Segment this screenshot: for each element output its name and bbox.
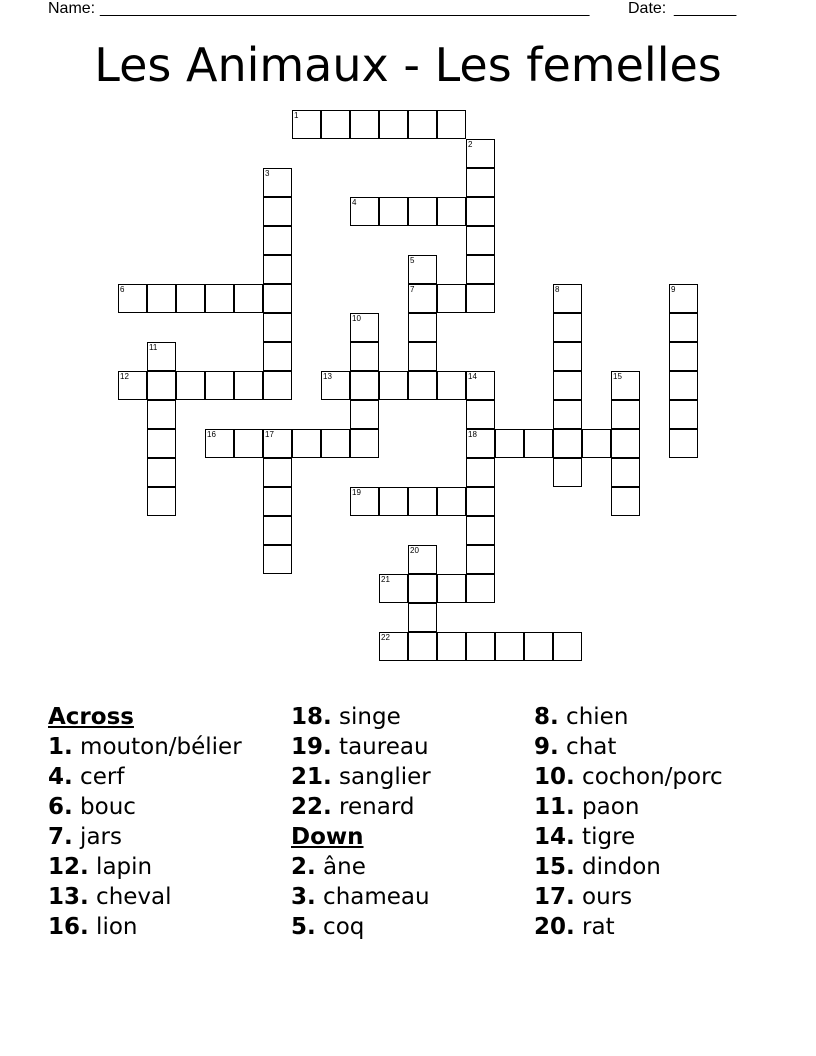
crossword-cell[interactable] — [263, 458, 292, 487]
clue-number: 6 — [120, 285, 125, 294]
crossword-cell[interactable] — [379, 487, 408, 516]
crossword-cell[interactable] — [466, 197, 495, 226]
crossword-cell[interactable] — [147, 487, 176, 516]
crossword-cell[interactable] — [553, 284, 582, 313]
clues-column-2 — [291, 702, 431, 942]
clue-item-text: chameau — [315, 884, 430, 910]
clue-item — [48, 792, 242, 822]
crossword-cell[interactable] — [147, 284, 176, 313]
clue-item-number: 1. — [48, 734, 73, 760]
crossword-cell[interactable] — [582, 429, 611, 458]
crossword-cell[interactable] — [408, 603, 437, 632]
crossword-cell[interactable] — [437, 110, 466, 139]
clue-number: 3 — [265, 169, 270, 178]
crossword-cell[interactable] — [611, 487, 640, 516]
crossword-cell[interactable] — [408, 197, 437, 226]
crossword-cell[interactable] — [669, 400, 698, 429]
clue-item-text: ours — [574, 884, 633, 910]
crossword-cell[interactable] — [350, 429, 379, 458]
clue-item — [534, 702, 723, 732]
clue-number: 15 — [613, 372, 622, 381]
clue-item — [534, 882, 723, 912]
clue-item-number: 22. — [291, 794, 332, 820]
clue-item — [48, 762, 242, 792]
crossword-cell[interactable] — [466, 574, 495, 603]
clue-number: 18 — [468, 430, 477, 439]
clue-item — [48, 732, 242, 762]
crossword-cell[interactable] — [263, 197, 292, 226]
crossword-cell[interactable] — [408, 371, 437, 400]
clue-item-number: 18. — [291, 704, 332, 730]
crossword-cell[interactable] — [611, 400, 640, 429]
clue-number: 20 — [410, 546, 419, 555]
crossword-cell[interactable] — [408, 487, 437, 516]
clue-number: 14 — [468, 372, 477, 381]
clue-item-text: cerf — [72, 764, 125, 790]
clue-item — [291, 792, 431, 822]
crossword-cell[interactable] — [263, 342, 292, 371]
clue-number: 11 — [149, 343, 158, 352]
crossword-cell[interactable] — [263, 516, 292, 545]
clue-item-text: dindon — [574, 854, 661, 880]
crossword-cell[interactable] — [379, 110, 408, 139]
clue-item — [534, 762, 723, 792]
clues-column-1 — [48, 702, 242, 942]
crossword-cell[interactable] — [466, 516, 495, 545]
clue-item-text: sanglier — [331, 764, 431, 790]
clue-item-number: 5. — [291, 914, 316, 940]
crossword-cell[interactable] — [437, 284, 466, 313]
clue-item — [534, 822, 723, 852]
crossword-cell[interactable] — [379, 371, 408, 400]
clue-item-text: renard — [331, 794, 415, 820]
clue-number: 10 — [352, 314, 361, 323]
clue-number: 12 — [120, 372, 129, 381]
clue-item-text: rat — [574, 914, 615, 940]
crossword-cell[interactable] — [669, 313, 698, 342]
crossword-cell[interactable] — [379, 574, 408, 603]
crossword-cell[interactable] — [263, 429, 292, 458]
clue-item — [291, 702, 431, 732]
crossword-cell[interactable] — [669, 342, 698, 371]
clue-item-number: 20. — [534, 914, 575, 940]
clue-item-text: taureau — [331, 734, 429, 760]
clue-number: 9 — [671, 285, 676, 294]
clue-item-number: 2. — [291, 854, 316, 880]
crossword-cell[interactable] — [147, 371, 176, 400]
crossword-cell[interactable] — [408, 284, 437, 313]
clue-item — [534, 852, 723, 882]
clue-number: 4 — [352, 198, 357, 207]
crossword-cell[interactable] — [466, 284, 495, 313]
crossword-cell[interactable] — [147, 458, 176, 487]
crossword-cell[interactable] — [176, 371, 205, 400]
clue-item-number: 4. — [48, 764, 73, 790]
crossword-cell[interactable] — [466, 226, 495, 255]
crossword-cell[interactable] — [350, 110, 379, 139]
clue-item-number: 19. — [291, 734, 332, 760]
crossword-cell[interactable] — [437, 574, 466, 603]
clue-heading: Across — [48, 704, 134, 730]
clue-item — [534, 912, 723, 942]
crossword-cell[interactable] — [437, 487, 466, 516]
clue-number: 21 — [381, 575, 390, 584]
clue-item-number: 15. — [534, 854, 575, 880]
clue-item-text: cochon/porc — [574, 764, 723, 790]
crossword-cell[interactable] — [147, 429, 176, 458]
date-label: Date: — [628, 0, 667, 17]
crossword-cell[interactable] — [350, 313, 379, 342]
clue-number: 17 — [265, 430, 274, 439]
clue-item-number: 7. — [48, 824, 73, 850]
crossword-cell[interactable] — [263, 371, 292, 400]
crossword-cell[interactable] — [611, 429, 640, 458]
crossword-cell[interactable] — [321, 371, 350, 400]
crossword-cell[interactable] — [263, 284, 292, 313]
date-blank: _______ — [674, 0, 737, 17]
crossword-cell[interactable] — [176, 284, 205, 313]
crossword-cell[interactable] — [437, 632, 466, 661]
crossword-cell[interactable] — [379, 632, 408, 661]
crossword-cell[interactable] — [408, 110, 437, 139]
crossword-cell[interactable] — [611, 458, 640, 487]
clue-item-text: jars — [72, 824, 122, 850]
crossword-cell[interactable] — [553, 400, 582, 429]
clue-item — [48, 882, 242, 912]
clue-number: 19 — [352, 488, 361, 497]
crossword-cell[interactable] — [350, 400, 379, 429]
crossword-cell[interactable] — [350, 342, 379, 371]
crossword-cell[interactable] — [553, 313, 582, 342]
clue-item-text: bouc — [72, 794, 136, 820]
crossword-cell[interactable] — [234, 429, 263, 458]
clue-number: 7 — [410, 285, 415, 294]
crossword-cell[interactable] — [466, 632, 495, 661]
clue-item — [291, 882, 431, 912]
clue-item-number: 3. — [291, 884, 316, 910]
clue-item-text: paon — [574, 794, 640, 820]
crossword-cell[interactable] — [263, 255, 292, 284]
crossword-cell[interactable] — [524, 632, 553, 661]
crossword-cell[interactable] — [466, 487, 495, 516]
clue-item — [291, 852, 431, 882]
crossword-cell[interactable] — [408, 342, 437, 371]
clue-item — [534, 732, 723, 762]
page-title: Les Animaux - Les femelles — [94, 38, 722, 92]
clue-item-number: 8. — [534, 704, 559, 730]
crossword-cell[interactable] — [466, 545, 495, 574]
clue-item-number: 21. — [291, 764, 332, 790]
clue-item-text: âne — [315, 854, 366, 880]
crossword-cell[interactable] — [495, 429, 524, 458]
crossword-cell[interactable] — [553, 342, 582, 371]
crossword-cell[interactable] — [379, 197, 408, 226]
crossword-cell[interactable] — [437, 371, 466, 400]
crossword-cell[interactable] — [263, 545, 292, 574]
crossword-cell[interactable] — [408, 632, 437, 661]
crossword-cell[interactable] — [147, 400, 176, 429]
clue-number: 5 — [410, 256, 415, 265]
clue-item-text: chat — [558, 734, 617, 760]
crossword-cell[interactable] — [292, 110, 321, 139]
clue-item — [534, 792, 723, 822]
clue-number: 8 — [555, 285, 560, 294]
clue-item-text: lapin — [88, 854, 153, 880]
crossword-cell[interactable] — [669, 429, 698, 458]
clue-item-number: 10. — [534, 764, 575, 790]
crossword-cell[interactable] — [205, 371, 234, 400]
crossword-cell[interactable] — [321, 110, 350, 139]
crossword-cell[interactable] — [350, 487, 379, 516]
clue-item-number: 11. — [534, 794, 575, 820]
crossword-cell[interactable] — [466, 255, 495, 284]
clue-item-text: mouton/bélier — [72, 734, 242, 760]
crossword-cell[interactable] — [466, 168, 495, 197]
crossword-cell[interactable] — [466, 139, 495, 168]
clue-item-text: tigre — [574, 824, 636, 850]
clue-number: 22 — [381, 633, 390, 642]
clue-item — [291, 732, 431, 762]
clue-item-text: coq — [315, 914, 365, 940]
clue-item-number: 12. — [48, 854, 89, 880]
clue-item — [291, 912, 431, 942]
crossword-cell[interactable] — [669, 371, 698, 400]
crossword-cell[interactable] — [263, 226, 292, 255]
clue-item-text: lion — [88, 914, 138, 940]
crossword-cell[interactable] — [205, 284, 234, 313]
crossword-cell[interactable] — [611, 371, 640, 400]
clue-item-number: 16. — [48, 914, 89, 940]
crossword-cell[interactable] — [466, 371, 495, 400]
clue-item — [48, 852, 242, 882]
clue-item-number: 17. — [534, 884, 575, 910]
crossword-cell[interactable] — [553, 458, 582, 487]
clue-number: 16 — [207, 430, 216, 439]
clue-number: 1 — [294, 111, 299, 120]
clue-item-number: 6. — [48, 794, 73, 820]
crossword-cell[interactable] — [350, 197, 379, 226]
crossword-cell[interactable] — [466, 429, 495, 458]
clue-heading: Down — [291, 824, 364, 850]
clue-item-number: 13. — [48, 884, 89, 910]
crossword-cell[interactable] — [350, 371, 379, 400]
crossword-cell[interactable] — [669, 284, 698, 313]
clue-item-number: 9. — [534, 734, 559, 760]
clue-item — [48, 912, 242, 942]
crossword-cell[interactable] — [553, 371, 582, 400]
clue-item-text: cheval — [88, 884, 172, 910]
crossword-cell[interactable] — [408, 545, 437, 574]
crossword-cell[interactable] — [263, 487, 292, 516]
name-blank: _______________________________________________________ — [100, 0, 590, 17]
crossword-cell[interactable] — [553, 632, 582, 661]
crossword-cell[interactable] — [234, 284, 263, 313]
crossword-cell[interactable] — [147, 342, 176, 371]
crossword-cell[interactable] — [408, 255, 437, 284]
crossword-cell[interactable] — [118, 371, 147, 400]
clue-item — [48, 822, 242, 852]
crossword-cell[interactable] — [495, 632, 524, 661]
crossword-cell[interactable] — [321, 429, 350, 458]
crossword-cell[interactable] — [263, 313, 292, 342]
crossword-cell[interactable] — [408, 574, 437, 603]
crossword-cell[interactable] — [118, 284, 147, 313]
crossword-cell[interactable] — [437, 197, 466, 226]
crossword-cell[interactable] — [466, 458, 495, 487]
crossword-cell[interactable] — [553, 429, 582, 458]
crossword-cell[interactable] — [234, 371, 263, 400]
clue-item-text: chien — [558, 704, 629, 730]
clue-item — [291, 762, 431, 792]
crossword-cell[interactable] — [292, 429, 321, 458]
crossword-cell[interactable] — [205, 429, 234, 458]
clue-item-number: 14. — [534, 824, 575, 850]
crossword-cell[interactable] — [408, 313, 437, 342]
crossword-cell[interactable] — [466, 400, 495, 429]
clues-column-3 — [534, 702, 723, 942]
name-label: Name: — [48, 0, 96, 17]
clue-number: 2 — [468, 140, 473, 149]
crossword-cell[interactable] — [263, 168, 292, 197]
clue-number: 13 — [323, 372, 332, 381]
clue-item-text: singe — [331, 704, 401, 730]
crossword-cell[interactable] — [524, 429, 553, 458]
